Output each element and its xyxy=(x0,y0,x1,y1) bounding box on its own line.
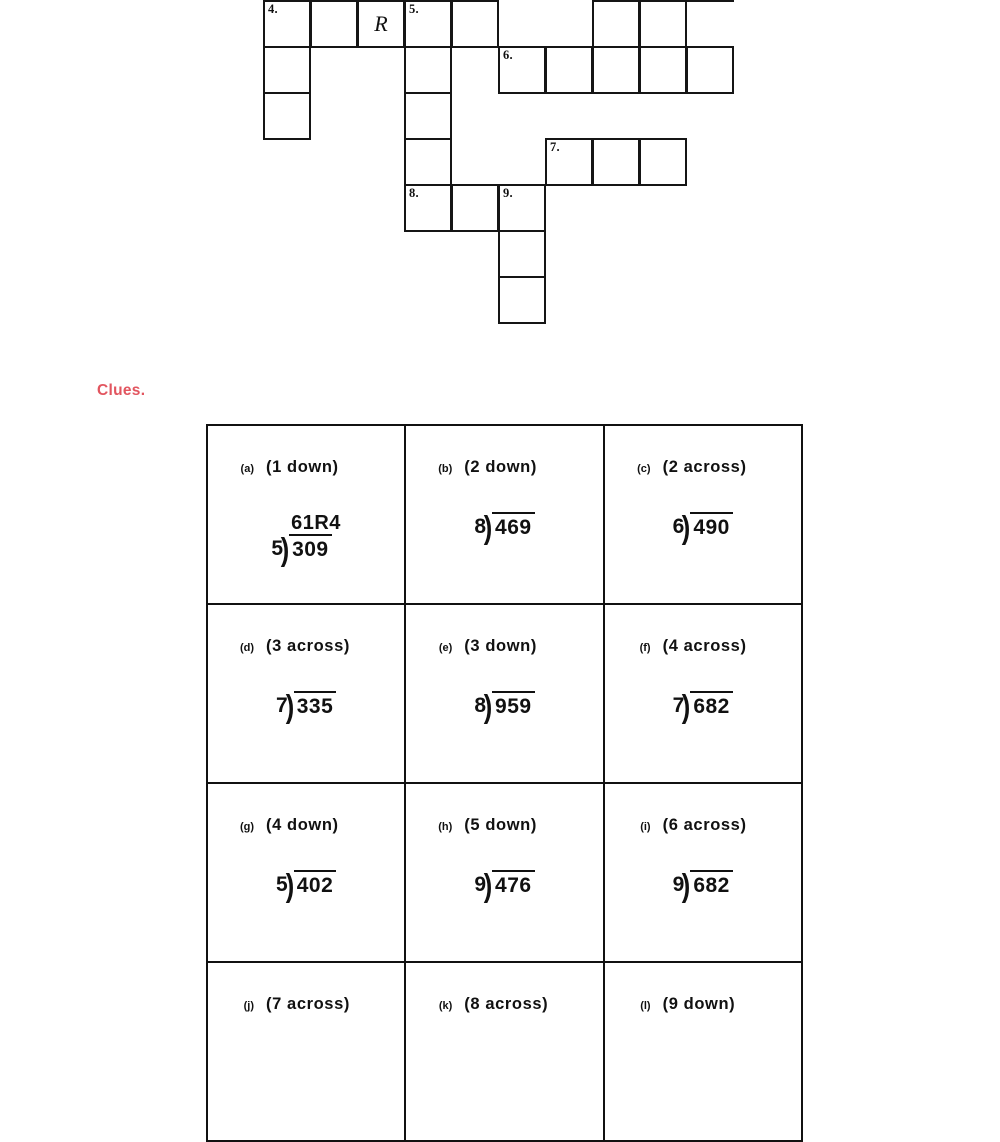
clue-cell[interactable] xyxy=(405,425,603,604)
division-bracket-icon: ) xyxy=(483,689,493,726)
clue-header xyxy=(406,458,602,477)
clue-reference: (4 across) xyxy=(662,637,747,655)
clue-header xyxy=(208,458,404,477)
clues-row xyxy=(207,604,802,783)
division-inner xyxy=(276,868,336,905)
cell-number: 8. xyxy=(409,186,419,200)
clue-header xyxy=(605,816,801,835)
divisor: 6 xyxy=(672,515,685,538)
clue-reference: (2 down) xyxy=(464,458,537,476)
crossword-cell[interactable] xyxy=(686,0,734,2)
clue-header xyxy=(406,637,602,656)
long-division-expression xyxy=(605,510,801,547)
divisor: 9 xyxy=(474,873,487,896)
clue-letter: (f) xyxy=(639,642,651,654)
clue-reference: (5 down) xyxy=(464,816,537,834)
cell-number: 5. xyxy=(409,2,419,16)
clue-reference: (2 across) xyxy=(662,458,747,476)
crossword-cell[interactable] xyxy=(545,46,593,94)
clue-reference: (1 down) xyxy=(266,458,339,476)
clue-letter: (c) xyxy=(637,463,651,475)
dividend-wrap xyxy=(690,870,733,899)
crossword-cell[interactable] xyxy=(639,138,687,186)
crossword-cell[interactable] xyxy=(263,92,311,140)
crossword-cell[interactable] xyxy=(686,46,734,94)
clue-cell[interactable] xyxy=(207,962,405,1141)
clue-header xyxy=(208,816,404,835)
crossword-cell-numbered[interactable] xyxy=(545,138,593,186)
crossword-cell-numbered[interactable] xyxy=(498,184,546,232)
clue-cell[interactable] xyxy=(405,604,603,783)
division-inner xyxy=(474,689,534,726)
division-inner xyxy=(672,510,733,547)
dividend: 476 xyxy=(492,870,535,899)
division-bracket-icon: ) xyxy=(682,689,691,726)
division-bracket-icon: ) xyxy=(280,532,290,569)
crossword-cell[interactable] xyxy=(498,276,546,324)
clue-letter: (i) xyxy=(640,821,651,833)
long-division-expression xyxy=(406,510,602,547)
division-bracket-icon: ) xyxy=(285,689,294,726)
clue-reference: (4 down) xyxy=(266,816,339,834)
crossword-cell[interactable] xyxy=(592,138,640,186)
crossword-cell[interactable] xyxy=(357,0,405,48)
clue-letter: (j) xyxy=(243,1000,254,1012)
divisor: 5 xyxy=(271,537,284,560)
clue-letter: (g) xyxy=(239,821,254,833)
dividend: 682 xyxy=(690,870,733,899)
clues-row xyxy=(207,962,802,1141)
clue-cell[interactable] xyxy=(207,783,405,962)
long-division-expression xyxy=(605,689,801,726)
crossword-cell[interactable] xyxy=(263,46,311,94)
clues-table xyxy=(206,424,803,1142)
division-inner xyxy=(672,689,733,726)
clues-row xyxy=(207,783,802,962)
crossword-cell[interactable] xyxy=(639,0,687,48)
crossword-cell[interactable] xyxy=(404,138,452,186)
long-division-expression xyxy=(208,512,404,569)
long-division-expression xyxy=(406,868,602,905)
clue-cell[interactable] xyxy=(405,783,603,962)
clue-cell[interactable] xyxy=(405,962,603,1141)
division-bracket-icon: ) xyxy=(682,510,691,547)
cell-number: 4. xyxy=(268,2,278,16)
dividend-wrap xyxy=(690,512,733,541)
dividend-wrap xyxy=(492,691,535,720)
crossword-cell[interactable] xyxy=(451,0,499,48)
clue-reference: (3 down) xyxy=(464,637,537,655)
clue-cell[interactable] xyxy=(207,425,405,604)
crossword-cell-numbered[interactable] xyxy=(404,184,452,232)
crossword-cell[interactable] xyxy=(592,0,640,48)
divisor: 7 xyxy=(276,694,288,717)
dividend: 959 xyxy=(492,691,535,720)
dividend: 402 xyxy=(294,870,337,899)
clue-cell[interactable] xyxy=(604,604,802,783)
long-division-expression xyxy=(605,868,801,905)
division-inner xyxy=(474,868,534,905)
divisor: 9 xyxy=(672,873,685,896)
divisor: 8 xyxy=(474,515,487,538)
dividend: 682 xyxy=(690,691,733,720)
dividend-wrap xyxy=(690,691,733,720)
crossword-cell[interactable] xyxy=(451,184,499,232)
cell-number: 9. xyxy=(503,186,513,200)
clues-heading: Clues. xyxy=(97,382,146,399)
division-inner xyxy=(271,512,341,569)
dividend-wrap xyxy=(289,512,341,563)
crossword-cell[interactable] xyxy=(404,46,452,94)
clue-reference: (7 across) xyxy=(266,995,350,1013)
clue-reference: (3 across) xyxy=(266,637,350,655)
crossword-grid xyxy=(0,0,1000,390)
divisor: 7 xyxy=(672,694,685,717)
dividend: 490 xyxy=(690,512,733,541)
clue-header xyxy=(605,458,801,477)
clue-cell[interactable] xyxy=(207,604,405,783)
clue-letter: (e) xyxy=(438,642,453,654)
crossword-cell[interactable] xyxy=(404,92,452,140)
clue-cell[interactable] xyxy=(604,425,802,604)
long-division-expression xyxy=(208,868,404,905)
clue-cell[interactable] xyxy=(604,783,802,962)
crossword-cell[interactable] xyxy=(310,0,358,48)
clue-reference: (6 across) xyxy=(662,816,747,834)
crossword-cell[interactable] xyxy=(498,230,546,278)
dividend: 335 xyxy=(294,691,337,720)
crossword-cell-numbered[interactable] xyxy=(498,46,546,94)
clue-cell[interactable] xyxy=(604,962,802,1141)
divisor: 8 xyxy=(474,694,487,717)
clue-letter: (a) xyxy=(240,463,254,475)
clue-reference: (9 down) xyxy=(662,995,736,1013)
clue-header xyxy=(208,995,404,1014)
clue-letter: (d) xyxy=(239,642,254,654)
cell-number: 6. xyxy=(503,48,513,62)
clue-reference: (8 across) xyxy=(464,995,549,1013)
clue-header xyxy=(406,816,602,835)
dividend-wrap xyxy=(492,512,535,541)
division-inner xyxy=(276,689,336,726)
division-inner xyxy=(672,868,733,905)
dividend-wrap xyxy=(492,870,535,899)
cell-letter: R xyxy=(374,11,388,36)
long-division-expression xyxy=(406,689,602,726)
division-bracket-icon: ) xyxy=(483,868,493,905)
crossword-cell-numbered[interactable] xyxy=(263,0,311,48)
dividend: 469 xyxy=(492,512,535,541)
divisor: 5 xyxy=(276,873,288,896)
division-bracket-icon: ) xyxy=(285,868,294,905)
cell-number: 7. xyxy=(550,140,560,154)
crossword-cell[interactable] xyxy=(639,46,687,94)
clue-header xyxy=(208,637,404,656)
quotient: 61R4 xyxy=(291,512,341,534)
division-bracket-icon: ) xyxy=(483,510,493,547)
clues-row xyxy=(207,425,802,604)
division-inner xyxy=(474,510,534,547)
clues-table-body xyxy=(207,425,802,1141)
clue-letter: (k) xyxy=(438,1000,453,1012)
dividend: 309 xyxy=(289,534,332,563)
clue-header xyxy=(605,637,801,656)
long-division-expression xyxy=(208,689,404,726)
dividend-wrap xyxy=(294,870,337,899)
clue-letter: (h) xyxy=(438,821,453,833)
clue-header xyxy=(406,995,602,1014)
clue-header xyxy=(605,995,801,1014)
clue-letter: (l) xyxy=(640,1000,651,1012)
crossword-cell-numbered[interactable] xyxy=(404,0,452,48)
dividend-wrap xyxy=(294,691,337,720)
division-bracket-icon: ) xyxy=(682,868,691,905)
crossword-cell[interactable] xyxy=(592,46,640,94)
clue-letter: (b) xyxy=(438,463,453,475)
